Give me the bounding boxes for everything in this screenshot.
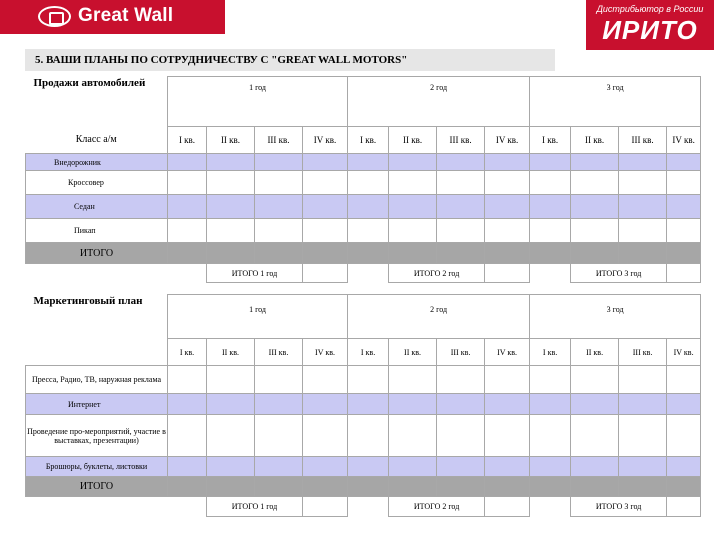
marketing-cell[interactable] [571, 394, 619, 415]
distributor-name: ИРИТО [602, 15, 698, 45]
table-row [26, 457, 701, 477]
marketing-cell[interactable] [667, 394, 701, 415]
sales-quarter-header: III кв. [255, 127, 303, 154]
marketing-year-2-header: 2 год [348, 295, 530, 339]
sales-cell[interactable] [619, 219, 667, 243]
table-row [26, 171, 701, 195]
sales-section-title: Продажи автомобилей [33, 76, 146, 89]
sales-cell[interactable] [437, 154, 485, 171]
marketing-cell[interactable] [530, 394, 571, 415]
sales-year-1-header: 1 год [168, 77, 348, 127]
sales-cell[interactable] [530, 171, 571, 195]
sales-cell[interactable] [207, 171, 255, 195]
sales-total-cell[interactable] [571, 243, 619, 264]
marketing-quarter-header: I кв. [348, 339, 389, 366]
distributor-caption: Дистрибьютор в России [596, 4, 704, 14]
marketing-plan-table [25, 294, 701, 517]
marketing-total-cell[interactable] [389, 477, 437, 497]
marketing-total-cell[interactable] [255, 477, 303, 497]
marketing-total-cell[interactable] [571, 477, 619, 497]
page-title: 5. ВАШИ ПЛАНЫ ПО СОТРУДНИЧЕСТВУ С "GREAT WALL MOTORS" [25, 49, 555, 71]
marketing-cell[interactable] [303, 457, 348, 477]
marketing-total-cell[interactable] [667, 477, 701, 497]
sales-cell[interactable] [485, 219, 530, 243]
sales-total-cell[interactable] [303, 243, 348, 264]
marketing-quarter-header: IV кв. [303, 339, 348, 366]
sales-cell[interactable] [168, 219, 207, 243]
sales-cell[interactable] [303, 154, 348, 171]
marketing-cell[interactable] [437, 415, 485, 457]
marketing-total-cell[interactable] [437, 477, 485, 497]
marketing-quarter-header: I кв. [530, 339, 571, 366]
marketing-cell[interactable] [667, 457, 701, 477]
sales-total-cell[interactable] [389, 243, 437, 264]
sales-cell[interactable] [389, 154, 437, 171]
marketing-total-cell[interactable] [303, 477, 348, 497]
sales-cell[interactable] [530, 195, 571, 219]
marketing-cell[interactable] [530, 366, 571, 394]
marketing-cell[interactable] [207, 457, 255, 477]
table-row [26, 477, 701, 497]
sales-cell[interactable] [667, 195, 701, 219]
marketing-year-2-total: ИТОГО 2 год [389, 497, 485, 517]
sales-cell[interactable] [667, 219, 701, 243]
sales-cell[interactable] [168, 154, 207, 171]
sales-year-2-header: 2 год [348, 77, 530, 127]
marketing-row-label: Брошюры, буклеты, листовки [26, 457, 168, 477]
sales-row-label: Седан [26, 195, 168, 219]
sales-cell[interactable] [437, 219, 485, 243]
sales-cell[interactable] [571, 219, 619, 243]
marketing-year-1-total-value[interactable] [303, 497, 348, 517]
sales-cell[interactable] [207, 195, 255, 219]
sales-cell[interactable] [348, 219, 389, 243]
marketing-cell[interactable] [667, 366, 701, 394]
sales-cell[interactable] [255, 219, 303, 243]
marketing-class-header [26, 339, 168, 366]
marketing-cell[interactable] [255, 366, 303, 394]
sales-total-label: ИТОГО [26, 243, 168, 264]
marketing-cell[interactable] [168, 366, 207, 394]
sales-cell[interactable] [303, 195, 348, 219]
sales-quarter-header: II кв. [389, 127, 437, 154]
marketing-total-cell[interactable] [207, 477, 255, 497]
sales-year-1-total: ИТОГО 1 год [207, 264, 303, 283]
marketing-cell[interactable] [571, 415, 619, 457]
marketing-cell[interactable] [619, 457, 667, 477]
marketing-cell[interactable] [485, 415, 530, 457]
marketing-cell[interactable] [207, 415, 255, 457]
sales-quarter-header: IV кв. [667, 127, 701, 154]
marketing-cell[interactable] [303, 415, 348, 457]
sales-total-cell[interactable] [667, 243, 701, 264]
sales-cell[interactable] [667, 171, 701, 195]
table-row [26, 394, 701, 415]
marketing-row-label: Интернет [26, 394, 168, 415]
table-row [26, 195, 701, 219]
marketing-quarter-header: II кв. [207, 339, 255, 366]
brand-banner-cut [190, 0, 225, 34]
sales-cell[interactable] [303, 171, 348, 195]
sales-cell[interactable] [348, 154, 389, 171]
sales-cell[interactable] [207, 219, 255, 243]
marketing-cell[interactable] [207, 394, 255, 415]
marketing-cell[interactable] [303, 366, 348, 394]
marketing-cell[interactable] [348, 394, 389, 415]
sales-cell[interactable] [571, 195, 619, 219]
sales-row-label: Пикап [26, 219, 168, 243]
sales-year-1-total-value[interactable] [303, 264, 348, 283]
marketing-year-3-total: ИТОГО 3 год [571, 497, 667, 517]
sales-cell[interactable] [530, 154, 571, 171]
marketing-cell[interactable] [168, 457, 207, 477]
sales-quarter-header: I кв. [348, 127, 389, 154]
sales-year-2-total-value[interactable] [485, 264, 530, 283]
sales-quarter-header: I кв. [530, 127, 571, 154]
sales-year-2-total: ИТОГО 2 год [389, 264, 485, 283]
sales-cell[interactable] [619, 154, 667, 171]
marketing-section-title: Маркетинговый план [33, 294, 143, 307]
marketing-cell[interactable] [168, 394, 207, 415]
sales-quarter-header: IV кв. [485, 127, 530, 154]
marketing-cell[interactable] [530, 457, 571, 477]
sales-quarter-header: II кв. [207, 127, 255, 154]
sales-cell[interactable] [389, 171, 437, 195]
sales-total-cell[interactable] [437, 243, 485, 264]
marketing-cell[interactable] [437, 394, 485, 415]
distributor-badge [586, 0, 714, 50]
sales-cell[interactable] [619, 171, 667, 195]
marketing-cell[interactable] [255, 415, 303, 457]
sales-cell[interactable] [255, 154, 303, 171]
marketing-cell[interactable] [348, 415, 389, 457]
sales-cell[interactable] [303, 219, 348, 243]
sales-cell[interactable] [571, 171, 619, 195]
sales-quarter-header: II кв. [571, 127, 619, 154]
marketing-cell[interactable] [485, 366, 530, 394]
sales-total-cell[interactable] [207, 243, 255, 264]
sales-cell[interactable] [530, 219, 571, 243]
sales-year-3-total: ИТОГО 3 год [571, 264, 667, 283]
marketing-row-label: Пресса, Радио, ТВ, наружная реклама [26, 366, 168, 394]
sales-cell[interactable] [619, 195, 667, 219]
sales-cell[interactable] [485, 195, 530, 219]
sales-total-cell[interactable] [255, 243, 303, 264]
marketing-quarter-header: II кв. [571, 339, 619, 366]
sales-cell[interactable] [348, 171, 389, 195]
marketing-cell[interactable] [485, 457, 530, 477]
marketing-year-1-header: 1 год [168, 295, 348, 339]
marketing-cell[interactable] [619, 415, 667, 457]
marketing-quarter-header: I кв. [168, 339, 207, 366]
sales-cell[interactable] [207, 154, 255, 171]
table-row [26, 243, 701, 264]
marketing-total-cell[interactable] [619, 477, 667, 497]
sales-cell[interactable] [437, 195, 485, 219]
sales-total-cell[interactable] [485, 243, 530, 264]
marketing-quarter-header: IV кв. [667, 339, 701, 366]
marketing-cell[interactable] [255, 457, 303, 477]
marketing-cell[interactable] [437, 457, 485, 477]
sales-cell[interactable] [389, 219, 437, 243]
marketing-total-cell[interactable] [168, 477, 207, 497]
sales-cell[interactable] [485, 171, 530, 195]
marketing-cell[interactable] [207, 366, 255, 394]
marketing-cell[interactable] [389, 457, 437, 477]
marketing-cell[interactable] [255, 394, 303, 415]
marketing-cell[interactable] [348, 366, 389, 394]
sales-cell[interactable] [255, 195, 303, 219]
marketing-quarter-header: IV кв. [485, 339, 530, 366]
table-row [26, 415, 701, 457]
marketing-cell[interactable] [389, 415, 437, 457]
marketing-total-label: ИТОГО [26, 477, 168, 497]
marketing-year-3-total-value[interactable] [667, 497, 701, 517]
sales-cell[interactable] [168, 195, 207, 219]
sales-total-cell[interactable] [530, 243, 571, 264]
sales-cell[interactable] [437, 171, 485, 195]
sales-plan-table [25, 76, 701, 283]
sales-row-label: Кроссовер [26, 171, 168, 195]
sales-total-cell[interactable] [348, 243, 389, 264]
marketing-cell[interactable] [619, 366, 667, 394]
sales-cell[interactable] [667, 154, 701, 171]
marketing-cell[interactable] [389, 394, 437, 415]
sales-year-3-total-value[interactable] [667, 264, 701, 283]
table-row [26, 154, 701, 171]
sales-cell[interactable] [255, 171, 303, 195]
marketing-cell[interactable] [389, 366, 437, 394]
sales-row-label: Внедорожник [26, 154, 168, 171]
marketing-cell[interactable] [348, 457, 389, 477]
marketing-quarter-header: III кв. [437, 339, 485, 366]
sales-quarter-header: III кв. [437, 127, 485, 154]
great-wall-emblem-icon [38, 6, 71, 27]
marketing-quarter-header: III кв. [255, 339, 303, 366]
sales-cell[interactable] [348, 195, 389, 219]
marketing-cell[interactable] [571, 457, 619, 477]
marketing-quarter-header: II кв. [389, 339, 437, 366]
marketing-total-cell[interactable] [530, 477, 571, 497]
brand-logo-text: Great Wall [78, 5, 174, 26]
table-row [26, 219, 701, 243]
marketing-quarter-header: III кв. [619, 339, 667, 366]
sales-quarter-header: IV кв. [303, 127, 348, 154]
sales-year-3-header: 3 год [530, 77, 701, 127]
marketing-cell[interactable] [571, 366, 619, 394]
sales-cell[interactable] [168, 171, 207, 195]
marketing-row-label: Проведение про-мероприятий, участие в выставках, презентации) [26, 415, 168, 457]
marketing-total-cell[interactable] [485, 477, 530, 497]
sales-cell[interactable] [389, 195, 437, 219]
sales-total-cell[interactable] [168, 243, 207, 264]
sales-class-header: Класс а/м [26, 127, 168, 154]
table-row [26, 366, 701, 394]
marketing-cell[interactable] [667, 415, 701, 457]
sales-quarter-header: III кв. [619, 127, 667, 154]
sales-total-cell[interactable] [619, 243, 667, 264]
marketing-cell[interactable] [303, 394, 348, 415]
marketing-cell[interactable] [485, 394, 530, 415]
marketing-cell[interactable] [437, 366, 485, 394]
marketing-cell[interactable] [530, 415, 571, 457]
marketing-cell[interactable] [619, 394, 667, 415]
marketing-total-cell[interactable] [348, 477, 389, 497]
sales-cell[interactable] [571, 154, 619, 171]
marketing-year-3-header: 3 год [530, 295, 701, 339]
sales-cell[interactable] [485, 154, 530, 171]
marketing-year-2-total-value[interactable] [485, 497, 530, 517]
sales-quarter-header: I кв. [168, 127, 207, 154]
marketing-cell[interactable] [168, 415, 207, 457]
marketing-year-1-total: ИТОГО 1 год [207, 497, 303, 517]
